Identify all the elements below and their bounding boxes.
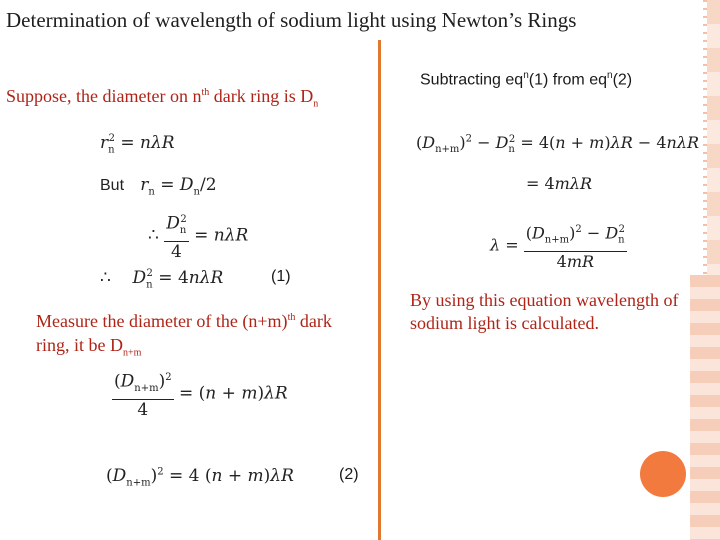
equation-lambda: λ = $\frac{(D_{n+m})^2 - D_n^2}{4mR}$: [490, 220, 627, 272]
equation-2: $(D_{n+m})^2 = 4$ (n + m)λR: [106, 466, 294, 489]
equation-therefore: ∴ $\frac{D_n^2}{4}$ = nλR: [148, 210, 248, 262]
equation-1: ∴ $D_n^2 = 4n\lambda R$: [100, 268, 224, 291]
equation-dnm-fraction: $\frac{(D_{n+m})^2}{4}$ = (n + m)λR: [112, 368, 288, 420]
equation-rn-squared: $r_n^2 = n\lambda R$: [100, 133, 175, 156]
suppose-text: Suppose, the diameter on $n^{th}$ dark ring is $D_n$: [6, 86, 319, 110]
vertical-divider: [378, 40, 381, 540]
slide-title: Determination of wavelength of sodium light using Newton’s Rings: [6, 8, 577, 32]
equation-subtraction: $(D_{n+m})^2 - D_n^2 = 4(n + m)\lambda R - 4n\lambda R$: [416, 133, 700, 156]
equation-4mlambdaR: = 4mλR: [526, 174, 593, 193]
decorative-circle: [640, 451, 686, 497]
conclusion-text: By using this equation wavelength of sodium light is calculated.: [410, 290, 679, 333]
equation-1-label: (1): [271, 268, 291, 285]
equation-but: But $r_n = D_n/2$: [100, 175, 217, 198]
measure-text: Measure the diameter of the $(n+m)^{th}$ dark ring, it be $D_{n+m}$: [36, 311, 332, 359]
subtracting-text: Subtracting $eq^n(1)$ from $eq^n(2)$: [420, 70, 633, 89]
equation-2-label: (2): [339, 466, 359, 483]
